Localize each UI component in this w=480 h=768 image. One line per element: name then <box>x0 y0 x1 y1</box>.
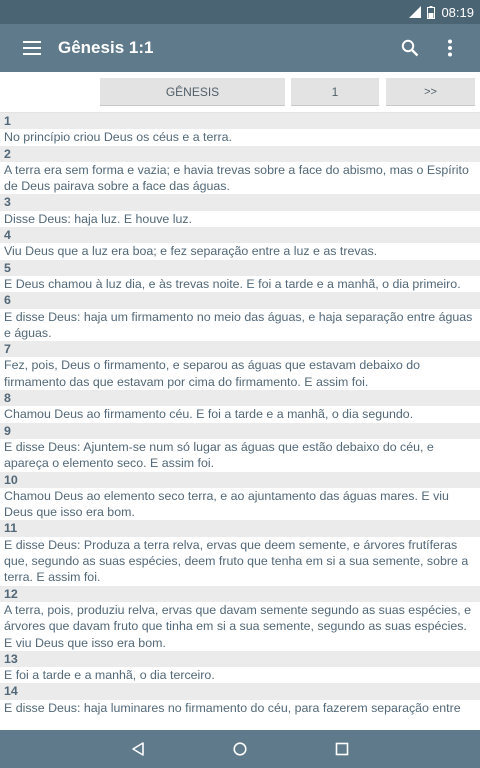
verse-item[interactable] <box>0 194 480 227</box>
more-vert-icon[interactable] <box>438 36 462 60</box>
battery-icon <box>427 6 435 19</box>
verse-text: E disse Deus: Produza a terra relva, ervas que deem semente, e árvores frutíferas que, segundo as suas espécies, deem fruto que tenha em si a sua semente, sobre a terra. E assim foi. <box>0 537 480 586</box>
search-icon[interactable] <box>398 36 422 60</box>
verse-text: Chamou Deus ao elemento seco terra, e ao ajuntamento das águas mares. E viu Deus que isso era bom. <box>0 488 480 521</box>
verse-number: 4 <box>0 227 480 243</box>
book-selector-button[interactable]: GÊNESIS <box>100 78 285 106</box>
verse-item[interactable] <box>0 390 480 423</box>
verse-number: 5 <box>0 260 480 276</box>
verse-number: 3 <box>0 194 480 210</box>
verse-item[interactable] <box>0 260 480 293</box>
verse-list[interactable] <box>0 113 480 730</box>
status-time: 08:19 <box>441 4 474 20</box>
verse-text: A terra, pois, produziu relva, ervas que davam semente segundo as suas espécies, e árvores que davam fruto que tinha em si a sua semente, segundo as suas espécies. E viu Deus que isso era bom. <box>0 602 480 651</box>
verse-item[interactable] <box>0 586 480 651</box>
verse-number: 13 <box>0 651 480 667</box>
verse-number: 9 <box>0 423 480 439</box>
next-chapter-button[interactable]: >> <box>386 78 475 106</box>
verse-text: E disse Deus: Ajuntem-se num só lugar as águas que estão debaixo do céu, e apareça o elemento seco. E assim foi. <box>0 439 480 472</box>
menu-icon[interactable] <box>20 36 44 60</box>
verse-number: 2 <box>0 146 480 162</box>
verse-number: 10 <box>0 472 480 488</box>
verse-number: 14 <box>0 683 480 699</box>
wifi-icon <box>409 6 421 18</box>
verse-item[interactable] <box>0 520 480 585</box>
verse-number: 11 <box>0 520 480 536</box>
chapter-selector-button[interactable]: 1 <box>291 78 379 106</box>
recents-icon[interactable] <box>332 739 352 759</box>
verse-number: 6 <box>0 292 480 308</box>
back-icon[interactable] <box>128 739 148 759</box>
verse-item[interactable] <box>0 341 480 390</box>
verse-text: Disse Deus: haja luz. E houve luz. <box>0 211 480 227</box>
page-title: Gênesis 1:1 <box>58 38 154 57</box>
verse-text: Viu Deus que a luz era boa; e fez separação entre a luz e as trevas. <box>0 243 480 259</box>
verse-text: Chamou Deus ao firmamento céu. E foi a tarde e a manhã, o dia segundo. <box>0 406 480 422</box>
verse-text: E foi a tarde e a manhã, o dia terceiro. <box>0 667 480 683</box>
chapter-navigation <box>0 72 480 113</box>
verse-item[interactable] <box>0 472 480 521</box>
home-icon[interactable] <box>230 739 250 759</box>
verse-item[interactable] <box>0 146 480 195</box>
verse-number: 12 <box>0 586 480 602</box>
verse-number: 7 <box>0 341 480 357</box>
app-bar <box>0 24 480 72</box>
verse-text: No princípio criou Deus os céus e a terra. <box>0 129 480 145</box>
verse-text: Fez, pois, Deus o firmamento, e separou as águas que estavam debaixo do firmamento das que estavam por cima do firmamento. E assim foi. <box>0 357 480 390</box>
verse-item[interactable] <box>0 292 480 341</box>
verse-item[interactable] <box>0 683 480 716</box>
system-navigation-bar <box>0 730 480 768</box>
status-bar <box>0 0 480 24</box>
verse-number: 1 <box>0 113 480 129</box>
verse-item[interactable] <box>0 651 480 684</box>
verse-text: E disse Deus: haja luminares no firmamento do céu, para fazerem separação entre <box>0 700 480 716</box>
verse-text: E disse Deus: haja um firmamento no meio das águas, e haja separação entre águas e águas. <box>0 309 480 342</box>
verse-item[interactable] <box>0 423 480 472</box>
verse-item[interactable] <box>0 227 480 260</box>
verse-item[interactable] <box>0 113 480 146</box>
verse-text: A terra era sem forma e vazia; e havia trevas sobre a face do abismo, mas o Espírito de Deus pairava sobre a face das águas. <box>0 162 480 195</box>
verse-number: 8 <box>0 390 480 406</box>
verse-text: E Deus chamou à luz dia, e às trevas noite. E foi a tarde e a manhã, o dia primeiro. <box>0 276 480 292</box>
